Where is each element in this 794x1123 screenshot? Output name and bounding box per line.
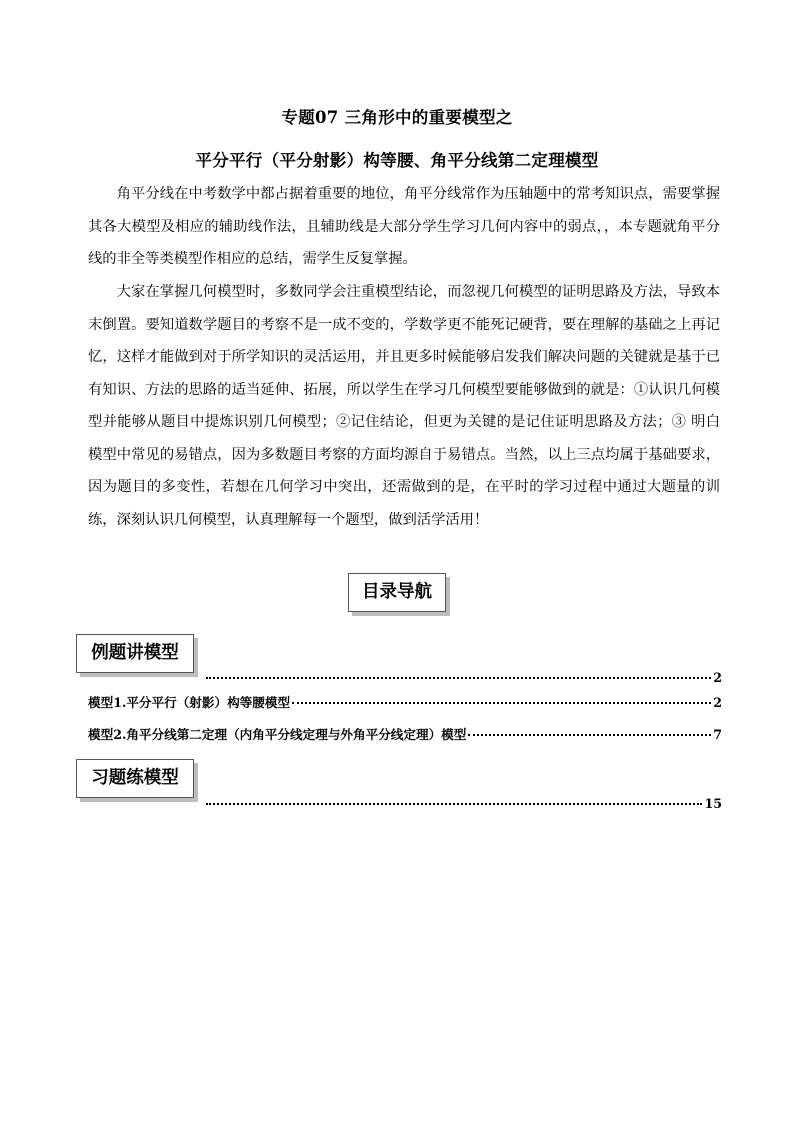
toc-nav-heading: 目录导航 [348, 573, 446, 612]
toc-page-number: 2 [713, 670, 722, 685]
toc-leader-dots [292, 702, 711, 704]
toc-entry-model-2[interactable] [88, 724, 722, 743]
toc-entry-exercises[interactable] [204, 796, 722, 811]
toc-page-number: 15 [704, 796, 722, 811]
toc-leader-dots [468, 734, 711, 736]
toc-leader-dots [206, 677, 711, 679]
toc-page-number: 2 [713, 695, 722, 710]
toc-leader-dots [206, 803, 702, 805]
toc-page-number: 7 [713, 727, 722, 742]
page-title: 专题07 三角形中的重要模型之 [281, 108, 513, 127]
intro-paragraph-1: 角平分线在中考数学中都占据着重要的地位，角平分线常作为压轴题中的常考知识点，需要掌握其各大模型及相应的辅助线作法，且辅助线是大部分学生学习几何内容中的弱点，，本专题就角平分线的非全等类模型作相应的总结，需学生反复掌握。 [88, 186, 720, 267]
toc-entry-label: 模型2.角平分线第二定理（内角平分线定理与外角平分线定理）模型 [88, 727, 467, 742]
toc-section-examples[interactable]: 例题讲模型 [76, 634, 194, 673]
toc-entry-examples[interactable] [204, 670, 722, 685]
toc-section-exercises[interactable]: 习题练模型 [76, 759, 194, 798]
toc-entry-model-1[interactable] [88, 692, 722, 711]
intro-paragraph-2: 大家在掌握几何模型时，多数同学会注重模型结论，而忽视几何模型的证明思路及方法，导致本末倒置。要知道数学题目的考察不是一成不变的，学数学更不能死记硬背，要在理解的基础之上再记忆，这样才能做到对于所学知识的灵活运用，并且更多时候能够启发我们解决问题的关键就是基于已有知识、方法的思路的适当延伸、拓展，所以学生在学习几何模型要能够做到的就是：①认识几何模型并能够从题目中提炼识别几何模型；②记住结论，但更为关键的是记住证明思路及方法；③ 明白模型中常见的易错点，因为多数题目考察的方面均源自于易错点。当然，以上三点均属于基础要求，因为题目的多变性，若想在几何学习中突出，还需做到的是，在平时的学习过程中通过大题量的训练，深刻认识几何模型，认真理解每一个题型，做到活学活用！ [88, 284, 720, 528]
toc-entry-label: 模型1.平分平行（射影）构等腰模型 [88, 695, 291, 710]
page-subtitle: 平分平行（平分射影）构等腰、角平分线第二定理模型 [195, 151, 599, 170]
